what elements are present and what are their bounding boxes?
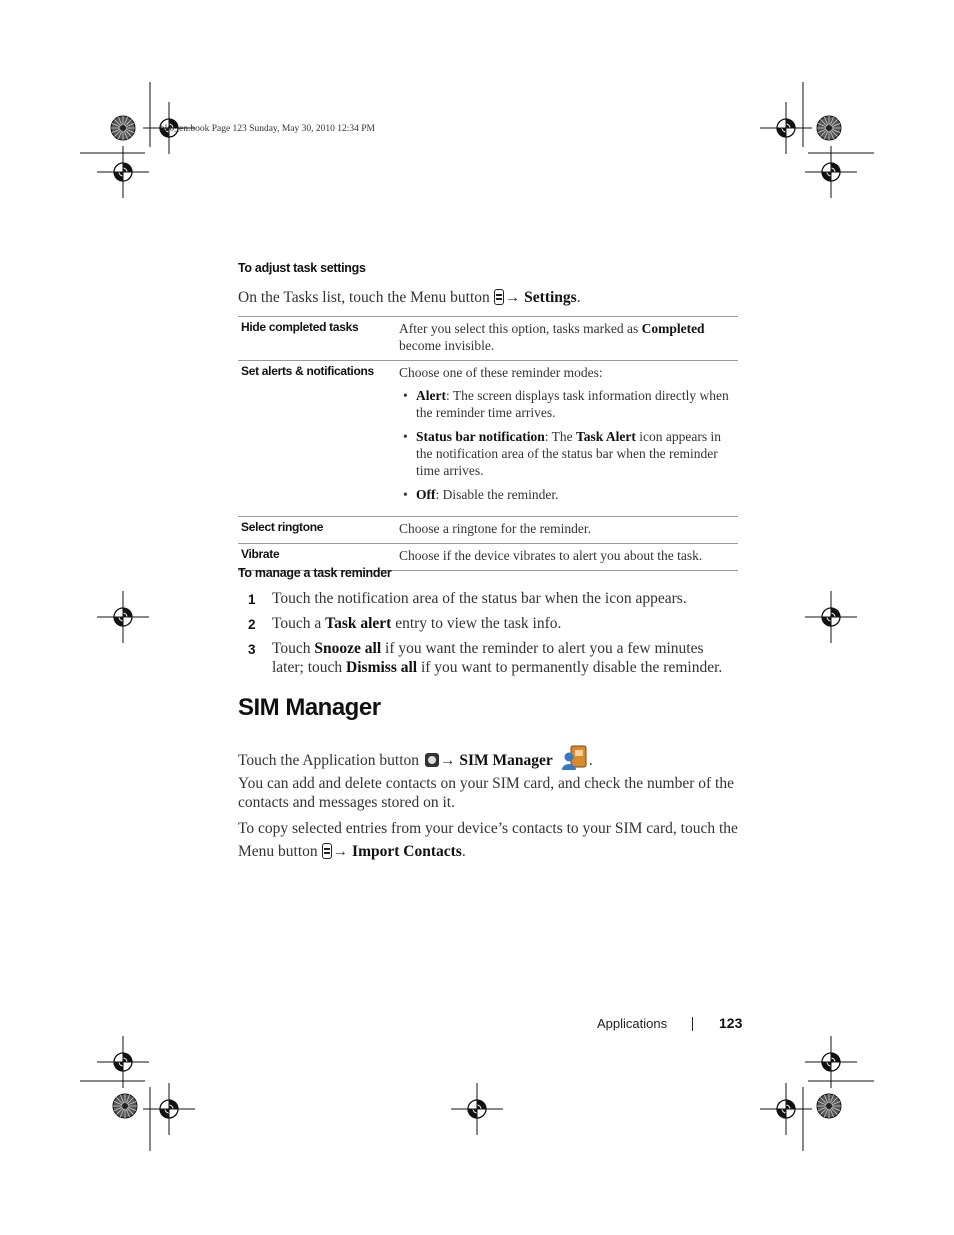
period: . <box>576 289 581 306</box>
setting-description <box>396 361 738 517</box>
list-item <box>399 387 738 421</box>
step-number: 2 <box>248 617 256 632</box>
step-bold: Snooze all <box>314 640 382 657</box>
registration-mark-icon <box>760 102 812 154</box>
period: . <box>588 752 593 769</box>
setting-description: Choose if the device vibrates to alert you about the task. <box>396 544 738 571</box>
list-item <box>399 486 738 503</box>
mode-name: Off <box>416 487 436 502</box>
setting-name: Vibrate <box>238 544 396 571</box>
desc-text: become invisible. <box>399 338 495 353</box>
sim-manager-import-instructions <box>238 817 738 863</box>
color-wheel-icon <box>111 116 135 140</box>
step-bold: Dismiss all <box>346 659 418 676</box>
arrow: → <box>440 752 456 769</box>
menu-button-icon <box>494 289 504 305</box>
menu-button-icon <box>322 843 332 859</box>
list-item <box>238 589 738 608</box>
mode-desc: : The <box>544 429 573 444</box>
registration-mark-icon <box>97 146 149 198</box>
page-title: SIM Manager <box>238 694 381 721</box>
mode-desc: : Disable the reminder. <box>435 487 559 502</box>
mode-desc: icon appears in the notification area of the status bar when the reminder time arrives. <box>416 429 721 478</box>
sim-manager-description: You can add and delete contacts on your SIM card, and check the number of the contacts and messages stored on it. <box>238 775 734 811</box>
desc-text: After you select this option, tasks marked as <box>399 321 639 336</box>
step-number: 3 <box>248 642 256 657</box>
period: . <box>461 843 466 860</box>
step-text: Touch <box>272 640 311 657</box>
arrow: → <box>504 289 521 306</box>
setting-description: Choose a ringtone for the reminder. <box>396 517 738 544</box>
footer-divider <box>692 1017 693 1031</box>
table-row <box>238 517 738 544</box>
registration-mark-icon <box>805 591 857 643</box>
setting-name: Select ringtone <box>238 517 396 544</box>
sim-manager-icon <box>561 745 589 771</box>
sim-manager-label: SIM Manager <box>459 752 553 769</box>
step-number: 1 <box>248 592 256 607</box>
registration-mark-icon <box>97 1036 149 1088</box>
mode-desc: : The screen displays task information directly when the reminder time arrives. <box>416 388 729 420</box>
application-button-icon <box>425 753 439 767</box>
setting-name: Set alerts & notifications <box>238 361 396 517</box>
color-wheel-icon <box>817 1094 841 1118</box>
registration-mark-icon <box>805 1036 857 1088</box>
desc-bold: Completed <box>641 321 705 336</box>
step-text: entry to view the task info. <box>395 615 562 632</box>
sim-manager-intro <box>238 745 738 771</box>
desc-text: Choose one of these reminder modes: <box>399 365 603 380</box>
color-wheel-icon <box>113 1094 137 1118</box>
table-row <box>238 317 738 361</box>
mode-name: Status bar notification <box>416 429 545 444</box>
task-reminder-heading: To manage a task reminder <box>238 566 392 580</box>
list-item <box>238 614 738 633</box>
arrow: → <box>332 843 349 860</box>
reminder-mode-list <box>399 387 738 503</box>
setting-description <box>396 317 738 361</box>
registration-mark-icon <box>143 1083 195 1135</box>
task-alert-label: Task Alert <box>576 429 636 444</box>
mode-name: Alert <box>416 388 446 403</box>
print-header-note: bk0_en.book Page 123 Sunday, May 30, 2010 12:34 PM <box>160 124 375 134</box>
setting-name: Hide completed tasks <box>238 317 396 361</box>
color-wheel-icon <box>817 116 841 140</box>
registration-mark-icon <box>97 591 149 643</box>
footer-section-name: Applications <box>597 1016 668 1031</box>
list-item <box>238 639 738 677</box>
step-text: Touch the notification area of the status bar when the icon appears. <box>272 590 687 607</box>
list-item <box>399 428 738 479</box>
registration-mark-icon <box>805 146 857 198</box>
intro-text: Touch the Application button <box>238 752 420 769</box>
step-text: if you want the reminder to alert you a few minutes later; touch <box>272 640 704 676</box>
settings-label: Settings <box>524 289 577 306</box>
table-row <box>238 361 738 517</box>
page-number: 123 <box>719 1015 743 1031</box>
step-bold: Task alert <box>325 615 392 632</box>
task-settings-table <box>238 316 738 571</box>
task-reminder-steps <box>238 589 738 683</box>
task-settings-intro <box>238 288 738 307</box>
step-text: Touch a <box>272 615 322 632</box>
registration-mark-icon <box>451 1083 503 1135</box>
step-text: if you want to permanently disable the reminder. <box>420 659 723 676</box>
import-contacts-label: Import Contacts <box>352 843 462 860</box>
task-settings-heading: To adjust task settings <box>238 261 366 275</box>
registration-mark-icon <box>760 1083 812 1135</box>
instruction-text: To copy selected entries from your device’s contacts to your SIM card, touch the Menu button <box>238 820 738 860</box>
intro-text: On the Tasks list, touch the Menu button <box>238 289 490 306</box>
